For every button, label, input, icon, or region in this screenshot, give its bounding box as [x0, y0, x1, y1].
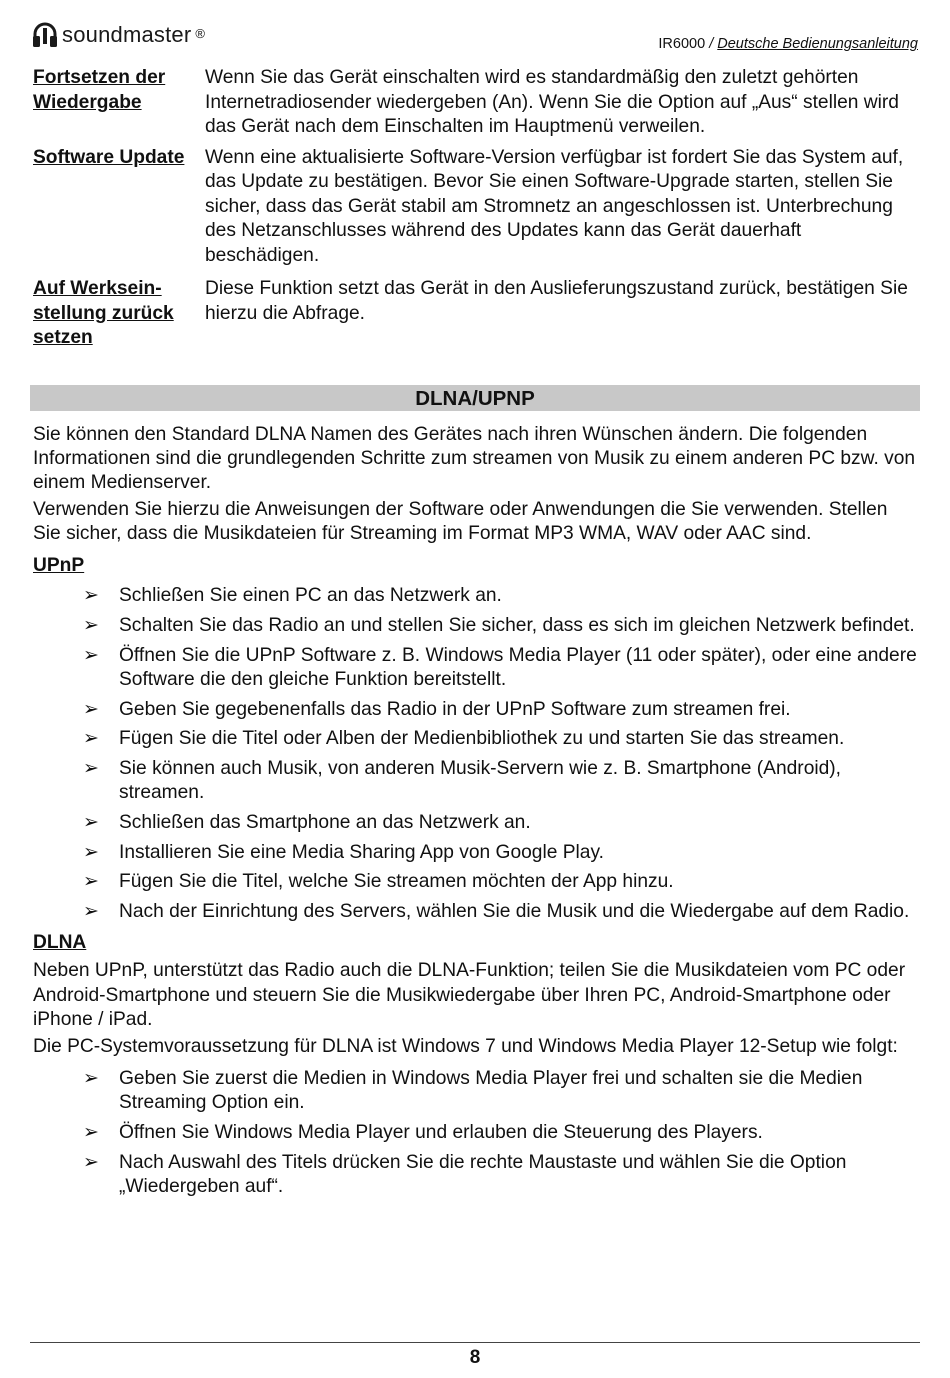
- upnp-heading: UPnP: [33, 555, 85, 577]
- arrow-bullet-icon: ➢: [83, 614, 99, 636]
- intro-paragraph: Verwenden Sie hierzu die Anweisungen der Software oder Anwendungen die Sie verwenden. Stellen Sie sicher, dass die Musikdateien für Streaming im Format MP3 WMA, WAV oder AAC sind.: [33, 498, 888, 544]
- arrow-bullet-icon: ➢: [83, 698, 99, 720]
- footer-divider: [30, 1342, 920, 1343]
- arrow-bullet-icon: ➢: [83, 1068, 99, 1090]
- dlna-heading: DLNA: [33, 932, 87, 954]
- arrow-bullet-icon: ➢: [83, 585, 99, 607]
- arrow-bullet-icon: ➢: [83, 644, 99, 666]
- dlna-upnp-section: [33, 423, 919, 1205]
- dlna-steps-list: [33, 1067, 919, 1199]
- list-item: ➢ Sie können auch Musik, von anderen Musik-Servern wie z. B. Smartphone (Android), streamen.: [83, 757, 842, 804]
- list-item: ➢ Öffnen Sie die UPnP Software z. B. Windows Media Player (11 oder später), oder eine andere Software die den gleiche Funktion bereitstellt.: [83, 644, 917, 690]
- list-item: ➢ Nach der Einrichtung des Servers, wählen Sie die Musik und die Wiedergabe auf dem Radio.: [33, 900, 919, 924]
- list-item: ➢ Schließen Sie einen PC an das Netzwerk an.: [33, 584, 919, 608]
- list-item: ➢ Geben Sie zuerst die Medien in Windows Media Player frei und schalten sie die Medien Streaming Option ein.: [83, 1068, 863, 1114]
- setting-row: [33, 66, 919, 140]
- arrow-bullet-icon: ➢: [83, 871, 99, 893]
- registered-mark: ®: [195, 25, 205, 41]
- setting-description: Wenn Sie das Gerät einschalten wird es standardmäßig den zuletzt gehörten Internetradiosender wiedergeben (An). Wenn Sie die Option auf „Aus“ stellen wird das Gerät nach dem Einschalten im Hauptmenü verweilen.: [205, 67, 899, 137]
- list-item: ➢ Fügen Sie die Titel oder Alben der Medienbibliothek zu und starten Sie das streamen.: [33, 727, 919, 751]
- setting-row: [33, 277, 919, 351]
- arrow-bullet-icon: ➢: [83, 841, 99, 863]
- setting-row: [33, 146, 919, 269]
- dlna-paragraph: Neben UPnP, unterstützt das Radio auch die DLNA-Funktion; teilen Sie die Musikdateien vom PC oder Android-Smartphone und steuern Sie die Musikwiedergabe über Ihren PC, Android-Smartphone oder iPhone / iPad.: [33, 960, 906, 1030]
- setting-description: Wenn eine aktualisierte Software-Version verfügbar ist fordert Sie das System auf, das Update zu bestätigen. Bevor Sie einen Software-Upgrade starten, stellen Sie sicher, dass das Gerät stabil am Stromnetz an angeschlossen ist. Unterbrechung des Netzanschlusses während des Updates kann das Gerät dauerhaft beschädigen.: [205, 146, 904, 266]
- document-title: [658, 36, 918, 52]
- setting-term: Software Update: [33, 146, 185, 168]
- upnp-steps-list: [33, 584, 919, 924]
- arrow-bullet-icon: ➢: [83, 1122, 99, 1144]
- intro-paragraph: Sie können den Standard DLNA Namen des Gerätes nach ihren Wünschen ändern. Die folgenden Informationen sind die grundlegenden Schritte zum streamen von Musik zu einem anderen PC bzw. von einem Medienserver.: [33, 424, 916, 494]
- title-separator: /: [705, 36, 718, 52]
- arrow-bullet-icon: ➢: [83, 900, 99, 922]
- list-item: ➢ Fügen Sie die Titel, welche Sie streamen möchten der App hinzu.: [33, 870, 919, 894]
- manual-language: Deutsche Bedienungsanleitung: [717, 36, 918, 52]
- model-number: IR6000: [658, 36, 706, 52]
- setting-description: Diese Funktion setzt das Gerät in den Auslieferungszustand zurück, bestätigen Sie hierzu die Abfrage.: [205, 278, 908, 324]
- list-item: ➢ Geben Sie gegebenenfalls das Radio in der UPnP Software zum streamen frei.: [33, 698, 919, 722]
- list-item: ➢ Öffnen Sie Windows Media Player und erlauben die Steuerung des Players.: [33, 1121, 919, 1145]
- arrow-bullet-icon: ➢: [83, 728, 99, 750]
- page-header: [32, 22, 918, 62]
- arrow-bullet-icon: ➢: [83, 1151, 99, 1173]
- brand-name: soundmaster: [62, 22, 192, 47]
- settings-definitions: [33, 66, 919, 351]
- list-item: ➢ Schalten Sie das Radio an und stellen Sie sicher, dass es sich im gleichen Netzwerk befindet.: [33, 614, 919, 638]
- list-item: ➢ Installieren Sie eine Media Sharing App von Google Play.: [33, 841, 919, 865]
- list-item: ➢ Schließen das Smartphone an das Netzwerk an.: [33, 811, 919, 835]
- page-number: 8: [469, 1347, 481, 1368]
- arrow-bullet-icon: ➢: [83, 757, 99, 779]
- brand-logo: [32, 22, 205, 48]
- arrow-bullet-icon: ➢: [83, 811, 99, 833]
- list-item: ➢ Nach Auswahl des Titels drücken Sie die rechte Maustaste und wählen Sie die Option „Wiedergeben auf“.: [83, 1151, 847, 1197]
- dlna-paragraph: Die PC-Systemvoraussetzung für DLNA ist Windows 7 und Windows Media Player 12-Setup wie folgt:: [33, 1035, 898, 1057]
- setting-term: Fortsetzen der Wiedergabe: [33, 67, 166, 113]
- setting-term: Auf Werksein- stellung zurück setzen: [33, 278, 174, 348]
- headphones-icon: [32, 22, 58, 48]
- section-title-band: DLNA/UPNP: [30, 385, 920, 411]
